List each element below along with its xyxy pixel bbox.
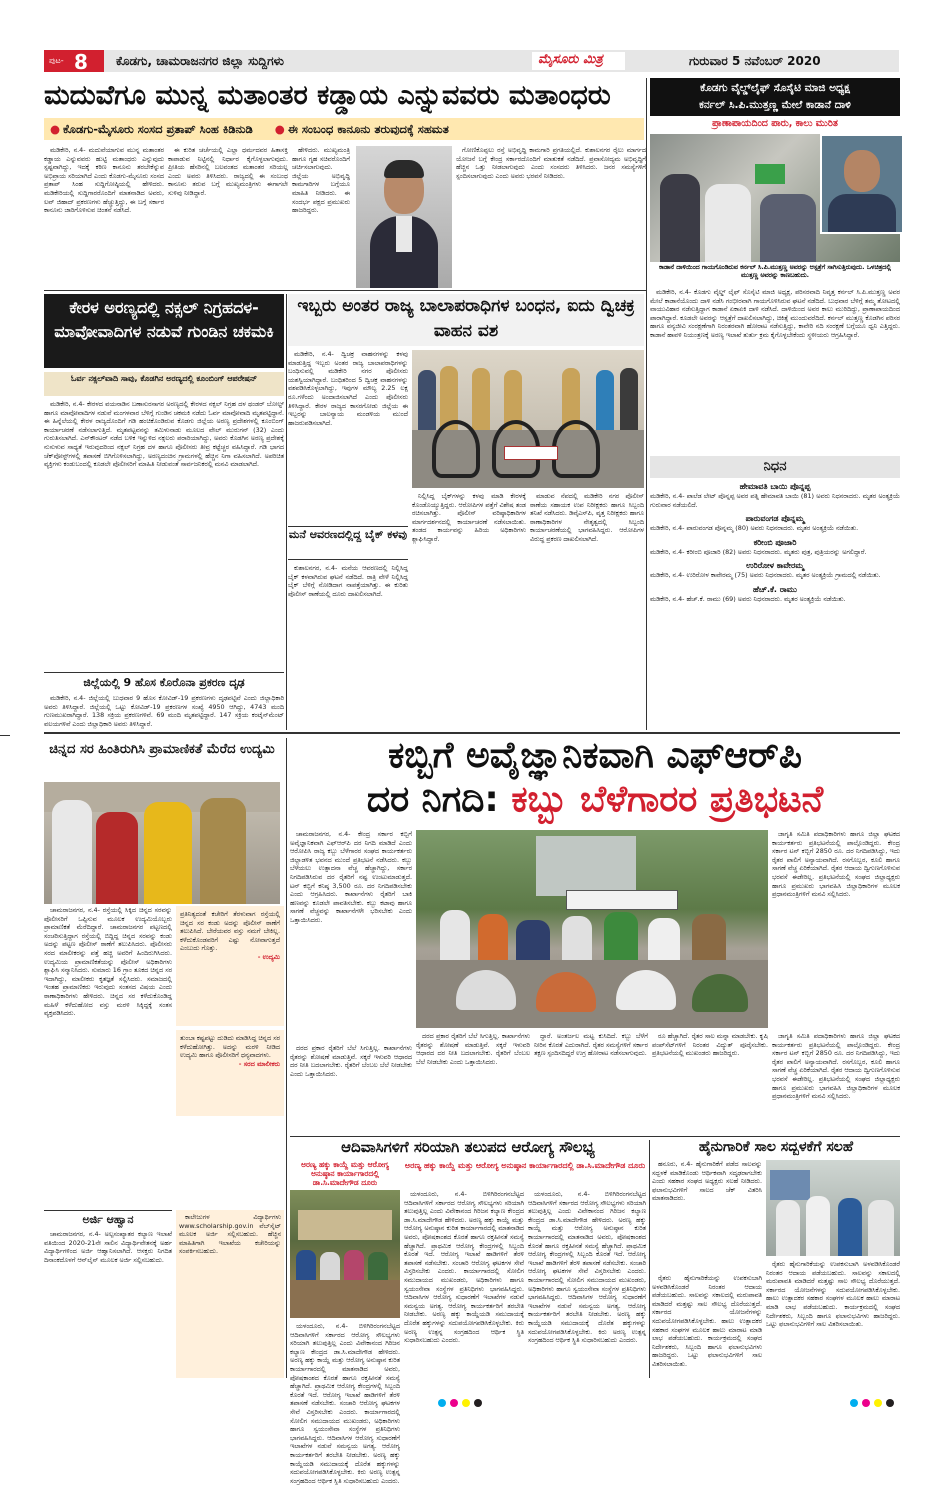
black-mark [886, 1399, 894, 1407]
page-number: 8 [74, 50, 88, 74]
loan-photo [766, 1160, 900, 1256]
divider [0, 735, 10, 736]
print-marks [438, 1392, 508, 1402]
cp-headline-1: ಕೊಡಗು ವೈಲ್ಡ್‌ಲೈಫ್ ಸೊಸೈಟಿ ಮಾಜಿ ಅಧ್ಯಕ್ಷ [700, 82, 850, 94]
application-subhead: ಅರ್ಜಿ ಆಹ್ವಾನ [44, 1210, 172, 1228]
health-body-b: ಯಳಂದೂರು, ನ.4- ಬಿಳಿಗಿರಿರಂಗನಬೆಟ್ಟದ ಆದಿವಾಸಿಗಳಿಗೆ ಸರ್ಕಾರದ ಆರೋಗ್ಯ ಸೌಲಭ್ಯಗಳು ಸರಿಯಾಗಿ ತಲುಪುತ್ತಿಲ್ಲ ಎಂದು ವಿವೇಕಾನಂದ ಗಿರಿಜನ ಕಲ್ಯಾಣ ಕೇಂದ್ರದ ಡಾ.ಸಿ.ಮಾದೇಗೌಡ ಹೇಳಿದರು. ಅರಣ್ಯ ಹಕ್ಕು ಕಾಯ್ದೆ ಮತ್ತು ಆರೋಗ್ಯ ಅನುಷ್ಠಾನ ಕುರಿತ ಕಾರ್ಯಾಗಾರದಲ್ಲಿ ಮಾತನಾಡಿದ ಅವರು, ಪೋಷಕಾಂಶದ ಕೊರತೆ ಹಾಗೂ ರಕ್ತಹೀನತೆ ಸಮಸ್ಯೆ ಹೆಚ್ಚಾಗಿದೆ. ಪ್ರಾಥಮಿಕ ಆರೋಗ್ಯ ಕೇಂದ್ರಗಳಲ್ಲಿ ಸಿಬ್ಬಂದಿ ಕೊರತೆ ಇದೆ. ಆರೋಗ್ಯ ಇಲಾಖೆ ಹಾಡಿಗಳಿಗೆ ತೆರಳಿ ತಪಾಸಣೆ ನಡೆಸಬೇಕು. ಸಂಚಾರಿ ಆರೋಗ್ಯ ಘಟಕಗಳ ಸೇವೆ ವಿಸ್ತರಿಸಬೇಕು ಎಂದರು. ಕಾರ್ಯಾಗಾರದಲ್ಲಿ ಸೋಲಿಗ ಸಮುದಾಯದ ಮುಖಂಡರು, ಅಧಿಕಾರಿಗಳು ಹಾಗೂ ಸ್ವಯಂಸೇವಾ ಸಂಸ್ಥೆಗಳ ಪ್ರತಿನಿಧಿಗಳು ಭಾಗವಹಿಸಿದ್ದರು. ಆದಿವಾಸಿಗಳ ಆರೋಗ್ಯ ಸುಧಾರಣೆಗೆ ಇಲಾಖೆಗಳ ನಡುವೆ ಸಮನ್ವಯ ಅಗತ್ಯ. ಆರೋಗ್ಯ ಕಾರ್ಯಕರ್ತರಿಗೆ ತರಬೇತಿ ನೀಡಬೇಕು. ಅರಣ್ಯ ಹಕ್ಕು ಕಾಯ್ದೆಯಡಿ ಸಮುದಾಯಕ್ಕೆ ದೊರೆತ ಹಕ್ಕುಗಳನ್ನು ಸದುಪಯೋಗಪಡಿಸಿಕೊಳ್ಳಬೇಕು. ಕಿರು ಅರಣ್ಯ ಉತ್ಪನ್ನ ಸಂಗ್ರಹದಿಂದ ಆರ್ಥಿಕ ಸ್ಥಿತಿ ಸುಧಾರಿಸಬಹುದು ಎಂದರು. [528, 1190, 646, 1345]
story1-col-b: ಈ ಕುರಿತ ಚರ್ಚೆಯಲ್ಲಿ ಎಲ್ಲಾ ಧರ್ಮದವರ ಹಿತಾಸಕ್ತಿ ಕಾಪಾಡುವ ನಿಟ್ಟಿನಲ್ಲಿ ನಿರ್ಧಾರ ಕೈಗೊಳ್ಳಲಾಗುವುದು. ಪ್ರೀತಿಯ ಹೆಸರಿನಲ್ಲಿ ಬಲವಂತದ ಮತಾಂತರ ಸರಿಯಲ್ಲ ಎಂದು ಅವರು ತಿಳಿಸಿದರು. ರಾಜ್ಯದಲ್ಲಿ ಈ ಸಂಬಂಧ ಕಾನೂನು ತರುವ ಬಗ್ಗೆ ಮುಖ್ಯಮಂತ್ರಿಗಳು ಈಗಾಗಲೇ ಸುಳಿವು ನೀಡಿದ್ದಾರೆ. [168, 146, 288, 197]
obituary-list [650, 482, 900, 728]
yellow-mark [874, 1399, 882, 1407]
obituary-item: ಪಾರುವಂಗಡ ಪೊನ್ನಮ್ಮ ಮಡಿಕೇರಿ, ನ.4- ಪಾರುವಂಗಡ ಪೊನ್ನಮ್ಮ (80) ಅವರು ನಿಧನರಾದರು. ಮೃತರ ಅಂತ್ಯಕ್ರಿಯೆ ನಡೆಯಿತು. [650, 514, 859, 533]
cp-headline-2: ಕರ್ನಲ್ ಸಿ.ಪಿ.ಮುತ್ತಣ್ಣ ಮೇಲೆ ಕಾಡಾನೆ ದಾಳಿ [699, 99, 851, 111]
story1-col-d: ಗೋಣಿಕೊಪ್ಪಲು ರಸ್ತೆ ಅಭಿವೃದ್ಧಿ ಕಾಮಗಾರಿ ಪ್ರಗತಿಯಲ್ಲಿದೆ. ಕುಶಾಲನಗರ ರೈಲು ಮಾರ್ಗದ ಯೋಜನೆ ಬಗ್ಗೆ ಕೇಂದ್ರ ಸರ್ಕಾರದೊಂದಿಗೆ ಮಾತುಕತೆ ನಡೆದಿದೆ. ಪ್ರವಾಸೋದ್ಯಮ ಅಭಿವೃದ್ಧಿಗೆ ಹೆಚ್ಚಿನ ಒತ್ತು ನೀಡಲಾಗುವುದು ಎಂದು ಸಂಸದರು ತಿಳಿಸಿದರು. ಜನರ ಸಮಸ್ಯೆಗಳಿಗೆ ಸ್ಪಂದಿಸಲಾಗುವುದು ಎಂದು ಅವರು ಭರವಸೆ ನೀಡಿದರು. [456, 146, 646, 180]
minors-body-b: ನಿಲ್ಲಿಸಿದ್ದ ಬೈಕ್‌ಗಳನ್ನು ಕಳವು ಮಾಡಿ ಕೇರಳಕ್ಕೆ ಕೊಂಡೊಯ್ಯುತ್ತಿದ್ದರು. ಆರೋಪಿಗಳ ಪತ್ತೆಗೆ ವಿಶೇಷ ತಂಡ ರಚಿಸಲಾಗಿತ್ತು. ಪೊಲೀಸ್ ವರಿಷ್ಠಾಧಿಕಾರಿಗಳ ಮಾರ್ಗದರ್ಶನದಲ್ಲಿ ಕಾರ್ಯಾಚರಣೆ ನಡೆಸಲಾಯಿತು. ತಂಡದ ಕಾರ್ಯವನ್ನು ಹಿರಿಯ ಅಧಿಕಾರಿಗಳು ಶ್ಲಾಘಿಸಿದ್ದಾರೆ. [412, 492, 526, 543]
health-body-c: ಯಳಂದೂರು, ನ.4- ಬಿಳಿಗಿರಿರಂಗನಬೆಟ್ಟದ ಆದಿವಾಸಿಗಳಿಗೆ ಸರ್ಕಾರದ ಆರೋಗ್ಯ ಸೌಲಭ್ಯಗಳು ಸರಿಯಾಗಿ ತಲುಪುತ್ತಿಲ್ಲ ಎಂದು ವಿವೇಕಾನಂದ ಗಿರಿಜನ ಕಲ್ಯಾಣ ಕೇಂದ್ರದ ಡಾ.ಸಿ.ಮಾದೇಗೌಡ ಹೇಳಿದರು. ಅರಣ್ಯ ಹಕ್ಕು ಕಾಯ್ದೆ ಮತ್ತು ಆರೋಗ್ಯ ಅನುಷ್ಠಾನ ಕುರಿತ ಕಾರ್ಯಾಗಾರದಲ್ಲಿ ಮಾತನಾಡಿದ ಅವರು, ಪೋಷಕಾಂಶದ ಕೊರತೆ ಹಾಗೂ ರಕ್ತಹೀನತೆ ಸಮಸ್ಯೆ ಹೆಚ್ಚಾಗಿದೆ. ಪ್ರಾಥಮಿಕ ಆರೋಗ್ಯ ಕೇಂದ್ರಗಳಲ್ಲಿ ಸಿಬ್ಬಂದಿ ಕೊರತೆ ಇದೆ. ಆರೋಗ್ಯ ಇಲಾಖೆ ಹಾಡಿಗಳಿಗೆ ತೆರಳಿ ತಪಾಸಣೆ ನಡೆಸಬೇಕು. ಸಂಚಾರಿ ಆರೋಗ್ಯ ಘಟಕಗಳ ಸೇವೆ ವಿಸ್ತರಿಸಬೇಕು ಎಂದರು. ಕಾರ್ಯಾಗಾರದಲ್ಲಿ ಸೋಲಿಗ ಸಮುದಾಯದ ಮುಖಂಡರು, ಅಧಿಕಾರಿಗಳು ಹಾಗೂ ಸ್ವಯಂಸೇವಾ ಸಂಸ್ಥೆಗಳ ಪ್ರತಿನಿಧಿಗಳು ಭಾಗವಹಿಸಿದ್ದರು. ಆದಿವಾಸಿಗಳ ಆರೋಗ್ಯ ಸುಧಾರಣೆಗೆ ಇಲಾಖೆಗಳ ನಡುವೆ ಸಮನ್ವಯ ಅಗತ್ಯ. ಆರೋಗ್ಯ ಕಾರ್ಯಕರ್ತರಿಗೆ ತರಬೇತಿ ನೀಡಬೇಕು. ಅರಣ್ಯ ಹಕ್ಕು ಕಾಯ್ದೆಯಡಿ ಸಮುದಾಯಕ್ಕೆ ದೊರೆತ ಹಕ್ಕುಗಳನ್ನು ಸದುಪಯೋಗಪಡಿಸಿಕೊಳ್ಳಬೇಕು. ಕಿರು ಅರಣ್ಯ ಉತ್ಪನ್ನ ಸಂಗ್ರಹದಿಂದ ಆರ್ಥಿಕ ಸ್ಥಿತಿ ಸುಧಾರಿಸಬಹುದು ಎಂದರು. [290, 1322, 400, 1485]
page-number-box [44, 50, 104, 72]
cp-photo [650, 134, 900, 262]
kerala-body: ಮಡಿಕೇರಿ, ನ.4- ಕೇರಳದ ವಯನಾಡಿನ ಬಣಾಸುರಸಾಗರ ಅರಣ್ಯದಲ್ಲಿ ಕೇರಳದ ನಕ್ಸಲ್ ನಿಗ್ರಹ ದಳ ಥಂಡರ್ ಬೋಲ್ಟ್ ಹಾಗೂ ಮಾವೋವಾದಿಗಳ ನಡುವೆ ಮಂಗಳವಾರ ಬೆಳಿಗ್ಗೆ ಗುಂಡಿನ ಚಕಮಕಿ ನಡೆದು ಓರ್ವ ಮಾವೋವಾದಿ ಮೃತಪಟ್ಟಿದ್ದಾನೆ. ಈ ಹಿನ್ನೆಲೆಯಲ್ಲಿ ಕೇರಳ ರಾಜ್ಯದೊಂದಿಗೆ ಗಡಿ ಹಂಚಿಕೊಂಡಿರುವ ಕೊಡಗು ಜಿಲ್ಲೆಯ ಅರಣ್ಯ ಪ್ರದೇಶಗಳಲ್ಲಿ ಕೂಂಬಿಂಗ್ ಕಾರ್ಯಾಚರಣೆ ನಡೆಸಲಾಗುತ್ತಿದೆ. ಮೃತಪಟ್ಟವನನ್ನು ತಮಿಳುನಾಡು ಮೂಲದ ವೇಲ್ ಮುರುಗನ್ (32) ಎಂದು ಗುರುತಿಸಲಾಗಿದೆ. ಎನ್‌ಕೌಂಟರ್ ನಡೆದ ಬಳಿಕ ಇನ್ನುಳಿದ ನಕ್ಸಲರು ಪರಾರಿಯಾಗಿದ್ದು, ಅವರು ಕೊಡಗಿನ ಅರಣ್ಯ ಪ್ರದೇಶಕ್ಕೆ ನುಸುಳುವ ಸಾಧ್ಯತೆ ಇರುವುದರಿಂದ ನಕ್ಸಲ್ ನಿಗ್ರಹ ದಳ ಹಾಗೂ ಪೊಲೀಸರು ತೀವ್ರ ಕಟ್ಟೆಚ್ಚರ ವಹಿಸಿದ್ದಾರೆ. ಗಡಿ ಭಾಗದ ಚೆಕ್‌ಪೋಸ್ಟ್‌ಗಳಲ್ಲಿ ತಪಾಸಣೆ ಬಿಗಿಗೊಳಿಸಲಾಗಿದ್ದು, ಅರಣ್ಯದಂಚಿನ ಗ್ರಾಮಗಳಲ್ಲಿ ಹೆಚ್ಚಿನ ನಿಗಾ ವಹಿಸಲಾಗಿದೆ. ಅಪರಿಚಿತ ವ್ಯಕ್ತಿಗಳು ಕಂಡುಬಂದಲ್ಲಿ ಕೂಡಲೇ ಪೊಲೀಸರಿಗೆ ಮಾಹಿತಿ ನೀಡುವಂತೆ ಸಾರ್ವಜನಿಕರಲ್ಲಿ ಮನವಿ ಮಾಡಲಾಗಿದೆ. [44, 400, 284, 469]
frp-headline-2: ದರ ನಿಗದಿ: ಕಬ್ಬು ಬೆಳೆಗಾರರ ಪ್ರತಿಭಟನೆ [366, 779, 824, 820]
divider [290, 1136, 900, 1137]
application-body-2: ಕಾಲೇಜುಗಳ ವಿದ್ಯಾರ್ಥಿಗಳು www.scholarship.gov.in ವೆಬ್‌ಸೈಟ್ ಮೂಲಕ ಅರ್ಜಿ ಸಲ್ಲಿಸಬಹುದು. ಹೆಚ್ಚಿನ ಮಾಹಿತಿಗಾಗಿ ಇಲಾಖೆಯ ಕಚೇರಿಯನ್ನು ಸಂಪರ್ಕಿಸಬಹುದು. [176, 1210, 284, 1378]
frp-body-f: ಜಾಗೃತಿ ಸಮಿತಿ ಪದಾಧಿಕಾರಿಗಳು ಹಾಗೂ ಜಿಲ್ಲಾ ಘಟಕದ ಕಾರ್ಯಕರ್ತರು ಪ್ರತಿಭಟನೆಯಲ್ಲಿ ಪಾಲ್ಗೊಂಡಿದ್ದರು. ಕೇಂದ್ರ ಸರ್ಕಾರ ಟನ್ ಕಬ್ಬಿಗೆ 2850 ರೂ. ದರ ನಿಗದಿಪಡಿಸಿದ್ದು, ಇದು ರೈತರ ಪಾಲಿಗೆ ಅನ್ಯಾಯವಾಗಿದೆ. ರಸಗೊಬ್ಬರ, ಕೂಲಿ ಹಾಗೂ ಸಾಗಣೆ ವೆಚ್ಚ ಏರಿಕೆಯಾಗಿದೆ. ರೈತರ ಆದಾಯ ದ್ವಿಗುಣಗೊಳಿಸುವ ಭರವಸೆ ಈಡೇರಿಲ್ಲ. ಪ್ರತಿಭಟನೆಯಲ್ಲಿ ಸಂಘದ ಜಿಲ್ಲಾಧ್ಯಕ್ಷರು ಹಾಗೂ ಪ್ರಮುಖರು ಭಾಗವಹಿಸಿ ಜಿಲ್ಲಾಧಿಕಾರಿಗಳ ಮೂಲಕ ಪ್ರಧಾನಮಂತ್ರಿಗಳಿಗೆ ಮನವಿ ಸಲ್ಲಿಸಿದರು. [772, 1032, 900, 1101]
loan-body-c: ರೈತರು ಹೈನುಗಾರಿಕೆಯನ್ನು ಉಪಕಸುಬಾಗಿ ಅಳವಡಿಸಿಕೊಂಡರೆ ನಿರಂತರ ಆದಾಯ ಪಡೆಯಬಹುದು. ಸಾಲವನ್ನು ಸಕಾಲದಲ್ಲಿ ಮರುಪಾವತಿ ಮಾಡಿದರೆ ಮತ್ತಷ್ಟು ಸಾಲ ಸೌಲಭ್ಯ ದೊರೆಯುತ್ತದೆ. ಸರ್ಕಾರದ ಯೋಜನೆಗಳನ್ನು ಸದುಪಯೋಗಪಡಿಸಿಕೊಳ್ಳಬೇಕು. ಹಾಲು ಉತ್ಪಾದಕರ ಸಹಕಾರ ಸಂಘಗಳ ಮೂಲಕ ಹಾಲು ಮಾರಾಟ ಮಾಡಿ ಲಾಭ ಪಡೆಯಬಹುದು. ಕಾರ್ಯಕ್ರಮದಲ್ಲಿ ಸಂಘದ ನಿರ್ದೇಶಕರು, ಸಿಬ್ಬಂದಿ ಹಾಗೂ ಫಲಾನುಭವಿಗಳು ಹಾಜರಿದ್ದರು. ಒಟ್ಟು ಫಲಾನುಭವಿಗಳಿಗೆ ಸಾಲ ವಿತರಿಸಲಾಯಿತು. [652, 1274, 762, 1368]
minors-body-c: ಮಾಡುವ ನೆಪದಲ್ಲಿ ಮಡಿಕೇರಿ ನಗರ ಪೊಲೀಸ್ ಠಾಣೆಯ ಸಹಾಯಕ ಉಪ ನಿರೀಕ್ಷಕರು ಹಾಗೂ ಸಿಬ್ಬಂದಿ ತನಿಖೆ ನಡೆಸಿದರು. ಡಿವೈಎಸ್‌ಪಿ, ವೃತ್ತ ನಿರೀಕ್ಷಕರು ಹಾಗೂ ಠಾಣಾಧಿಕಾರಿಗಳ ನೇತೃತ್ವದಲ್ಲಿ ಸಿಬ್ಬಂದಿ ಕಾರ್ಯಾಚರಣೆಯಲ್ಲಿ ಭಾಗವಹಿಸಿದ್ದರು. ಆರೋಪಿಗಳ ವಿರುದ್ಧ ಪ್ರಕರಣ ದಾಖಲಿಸಲಾಗಿದೆ. [530, 492, 644, 543]
obituary-item: ಹೇಮಾವತಿ ಬಾಯಿ ಪೊನ್ನಪ್ಪ ಮಡಿಕೇರಿ, ನ.4- ಪಾಲೆಡ ಲೇಟ್ ಪೊನ್ನಪ್ಪ ಅವರ ಪತ್ನಿ ಹೇಮಾವತಿ ಬಾಯಿ (81) ಅವರು ನಿಧನರಾದರು. ಮೃತರ ಅಂತ್ಯಕ್ರಿಯೆ ಗುರುವಾರ ನಡೆಯಲಿದೆ. [650, 482, 900, 509]
cyan-mark [438, 1399, 446, 1407]
divider [44, 290, 646, 291]
obituary-item: ಉರಿರೋಳ ಕಾವೇರಮ್ಮ ಮಡಿಕೇರಿ, ನ.4- ಉರಿರೋಳ ಕಾವೇರಮ್ಮ (75) ಅವರು ನಿಧನರಾದರು. ಮೃತರ ಅಂತ್ಯಕ್ರಿಯೆ ಗ್ರಾಮದಲ್ಲಿ ನಡೆಯಿತು. [650, 561, 881, 580]
frp-body-a: ಚಾಮರಾಜನಗರ, ನ.4- ಕೇಂದ್ರ ಸರ್ಕಾರ ಕಬ್ಬಿಗೆ ಅವೈಜ್ಞಾನಿಕವಾಗಿ ಎಫ್‌ಆರ್‌ಪಿ ದರ ನಿಗದಿ ಮಾಡಿದೆ ಎಂದು ಆರೋಪಿಸಿ ರಾಜ್ಯ ಕಬ್ಬು ಬೆಳೆಗಾರರ ಸಂಘದ ಕಾರ್ಯಕರ್ತರು ಜಿಲ್ಲಾಡಳಿತ ಭವನದ ಮುಂದೆ ಪ್ರತಿಭಟನೆ ನಡೆಸಿದರು. ಕಬ್ಬು ಬೆಳೆಯಲು ಉತ್ಪಾದನಾ ವೆಚ್ಚ ಹೆಚ್ಚಾಗಿದ್ದು, ಸರ್ಕಾರ ನಿಗದಿಪಡಿಸಿರುವ ದರ ರೈತರಿಗೆ ನಷ್ಟ ಉಂಟುಮಾಡುತ್ತದೆ. ಟನ್ ಕಬ್ಬಿಗೆ ಕನಿಷ್ಠ 3,500 ರೂ. ದರ ನಿಗದಿಪಡಿಸಬೇಕು ಎಂದು ಆಗ್ರಹಿಸಿದರು. ಕಾರ್ಖಾನೆಗಳು ರೈತರಿಗೆ ಬಾಕಿ ಹಣವನ್ನು ಕೂಡಲೇ ಪಾವತಿಸಬೇಕು. ಕಬ್ಬು ಕಟಾವು ಹಾಗೂ ಸಾಗಣೆ ವೆಚ್ಚವನ್ನು ಕಾರ್ಖಾನೆಗಳೇ ಭರಿಸಬೇಕು ಎಂದು ಒತ್ತಾಯಿಸಿದರು. [290, 830, 412, 924]
mp-photo [356, 146, 452, 288]
story1-col-c: ಹೇಳಿದರು. ಮುಖ್ಯಮಂತ್ರಿ ಹಾಗೂ ಗೃಹ ಸಚಿವರೊಂದಿಗೆ ಚರ್ಚಿಸಲಾಗುವುದು. ಜಿಲ್ಲೆಯ ಅಭಿವೃದ್ಧಿ ಕಾಮಗಾರಿಗಳ ಬಗ್ಗೆಯೂ ಮಾಹಿತಿ ನೀಡಿದರು. ಈ ಸಂದರ್ಭ ಪಕ್ಷದ ಪ್ರಮುಖರು ಹಾಜರಿದ್ದರು. [292, 146, 350, 215]
chain-quote-1: ಪ್ರತಿನಿತ್ಯದಂತೆ ಕಚೇರಿಗೆ ತೆರಳುವಾಗ ರಸ್ತೆಯಲ್ಲಿ ಚಿನ್ನದ ಸರ ಕಂಡು ಅದನ್ನು ಪೊಲೀಸ್ ಠಾಣೆಗೆ ತಲುಪಿಸಿದೆ. ಬೇರೆಯವರ ವಸ್ತು ನಮಗೆ ಬೇಕಿಲ್ಲ. ಕಳೆದುಕೊಂಡವರಿಗೆ ಎಷ್ಟು ನೋವಾಗುತ್ತದೆ ಎಂಬುದು ಗೊತ್ತು. - ಉದ್ಯಮಿ [176, 906, 284, 1026]
health-body-a: ಯಳಂದೂರು, ನ.4- ಬಿಳಿಗಿರಿರಂಗನಬೆಟ್ಟದ ಆದಿವಾಸಿಗಳಿಗೆ ಸರ್ಕಾರದ ಆರೋಗ್ಯ ಸೌಲಭ್ಯಗಳು ಸರಿಯಾಗಿ ತಲುಪುತ್ತಿಲ್ಲ ಎಂದು ವಿವೇಕಾನಂದ ಗಿರಿಜನ ಕಲ್ಯಾಣ ಕೇಂದ್ರದ ಡಾ.ಸಿ.ಮಾದೇಗೌಡ ಹೇಳಿದರು. ಅರಣ್ಯ ಹಕ್ಕು ಕಾಯ್ದೆ ಮತ್ತು ಆರೋಗ್ಯ ಅನುಷ್ಠಾನ ಕುರಿತ ಕಾರ್ಯಾಗಾರದಲ್ಲಿ ಮಾತನಾಡಿದ ಅವರು, ಪೋಷಕಾಂಶದ ಕೊರತೆ ಹಾಗೂ ರಕ್ತಹೀನತೆ ಸಮಸ್ಯೆ ಹೆಚ್ಚಾಗಿದೆ. ಪ್ರಾಥಮಿಕ ಆರೋಗ್ಯ ಕೇಂದ್ರಗಳಲ್ಲಿ ಸಿಬ್ಬಂದಿ ಕೊರತೆ ಇದೆ. ಆರೋಗ್ಯ ಇಲಾಖೆ ಹಾಡಿಗಳಿಗೆ ತೆರಳಿ ತಪಾಸಣೆ ನಡೆಸಬೇಕು. ಸಂಚಾರಿ ಆರೋಗ್ಯ ಘಟಕಗಳ ಸೇವೆ ವಿಸ್ತರಿಸಬೇಕು ಎಂದರು. ಕಾರ್ಯಾಗಾರದಲ್ಲಿ ಸೋಲಿಗ ಸಮುದಾಯದ ಮುಖಂಡರು, ಅಧಿಕಾರಿಗಳು ಹಾಗೂ ಸ್ವಯಂಸೇವಾ ಸಂಸ್ಥೆಗಳ ಪ್ರತಿನಿಧಿಗಳು ಭಾಗವಹಿಸಿದ್ದರು. ಆದಿವಾಸಿಗಳ ಆರೋಗ್ಯ ಸುಧಾರಣೆಗೆ ಇಲಾಖೆಗಳ ನಡುವೆ ಸಮನ್ವಯ ಅಗತ್ಯ. ಆರೋಗ್ಯ ಕಾರ್ಯಕರ್ತರಿಗೆ ತರಬೇತಿ ನೀಡಬೇಕು. ಅರಣ್ಯ ಹಕ್ಕು ಕಾಯ್ದೆಯಡಿ ಸಮುದಾಯಕ್ಕೆ ದೊರೆತ ಹಕ್ಕುಗಳನ್ನು ಸದುಪಯೋಗಪಡಿಸಿಕೊಳ್ಳಬೇಕು. ಕಿರು ಅರಣ್ಯ ಉತ್ಪನ್ನ ಸಂಗ್ರಹದಿಂದ ಆರ್ಥಿಕ ಸ್ಥಿತಿ ಸುಧಾರಿಸಬಹುದು ಎಂದರು. [404, 1190, 524, 1345]
obituary-title: ನಿಧನ [650, 456, 900, 478]
health-subhead-wide: ಅರಣ್ಯ ಹಕ್ಕು ಕಾಯ್ದೆ ಮತ್ತು ಆರೋಗ್ಯ ಅನುಷ್ಠಾನ ಕಾರ್ಯಾಗಾರದಲ್ಲಿ ಡಾ.ಸಿ.ಮಾದೇಗೌಡ ದೂರು [404, 1161, 646, 1170]
obituary-item: ಹೆಚ್.ಕೆ. ರಾಮು ಮಡಿಕೇರಿ, ನ.4- ಹೆಚ್.ಕೆ. ರಾಮು (69) ಅವರು ನಿಧನರಾದರು. ಮೃತರ ಅಂತ್ಯಕ್ರಿಯೆ ನಡೆಯಿತು. [650, 584, 846, 603]
issue-date: ಗುರುವಾರ 5 ನವೆಂಬರ್ 2020 [689, 54, 821, 68]
cp-subhead: ಪ್ರಾಣಾಪಾಯದಿಂದ ಪಾರು, ಕಾಲು ಮುರಿತ [712, 118, 838, 129]
health-photo [290, 1190, 400, 1318]
frp-headline-1: ಕಬ್ಬಿಗೆ ಅವೈಜ್ಞಾನಿಕವಾಗಿ ಎಫ್‌ಆರ್‌ಪಿ [388, 735, 802, 776]
minors-photo [412, 350, 644, 488]
minors-body-a: ಮಡಿಕೇರಿ, ನ.4- ದ್ವಿಚಕ್ರ ವಾಹನಗಳನ್ನು ಕಳವು ಮಾಡುತ್ತಿದ್ದ ಇಬ್ಬರು ಅಂತರ ರಾಜ್ಯ ಬಾಲಾಪರಾಧಿಗಳನ್ನು ಬಂಧಿಸುವಲ್ಲಿ ಮಡಿಕೇರಿ ನಗರ ಪೊಲೀಸರು ಯಶಸ್ವಿಯಾಗಿದ್ದಾರೆ. ಬಂಧಿತರಿಂದ 5 ದ್ವಿಚಕ್ರ ವಾಹನಗಳನ್ನು ವಶಪಡಿಸಿಕೊಳ್ಳಲಾಗಿದ್ದು, ಇವುಗಳ ಮೌಲ್ಯ 2.25 ಲಕ್ಷ ರೂ.ಗಳೆಂದು ಅಂದಾಜಿಸಲಾಗಿದೆ ಎಂದು ಪೊಲೀಸರು ತಿಳಿಸಿದ್ದಾರೆ. ಕೇರಳ ರಾಜ್ಯದ ಕಾಸರಗೋಡು ಜಿಲ್ಲೆಯ ಈ ಇಬ್ಬರನ್ನು ಬಾಲನ್ಯಾಯ ಮಂಡಳಿಯ ಮುಂದೆ ಹಾಜರುಪಡಿಸಲಾಗಿದೆ. [288, 350, 408, 427]
print-marks-right [850, 1392, 910, 1402]
divider [286, 294, 287, 730]
cp-body: ಮಡಿಕೇರಿ, ನ.4- ಕೊಡಗು ವೈಲ್ಡ್ ಲೈಫ್ ಸೊಸೈಟಿ ಮಾಜಿ ಅಧ್ಯಕ್ಷ, ಪರಿಸರವಾದಿ ನಿವೃತ್ತ ಕರ್ನಲ್ ಸಿ.ಪಿ.ಮುತ್ತಣ್ಣ ಅವರ ಮೇಲೆ ಕಾಡಾನೆಯೊಂದು ದಾಳಿ ನಡೆಸಿ ಗಂಭೀರವಾಗಿ ಗಾಯಗೊಳಿಸಿರುವ ಘಟನೆ ನಡೆದಿದೆ. ಬುಧವಾರ ಬೆಳಿಗ್ಗೆ ತಮ್ಮ ತೋಟದಲ್ಲಿ ವಾಯುವಿಹಾರ ನಡೆಸುತ್ತಿದ್ದಾಗ ಕಾಡಾನೆ ಏಕಾಏಕಿ ದಾಳಿ ನಡೆಸಿದೆ. ದಾಳಿಯಿಂದ ಅವರ ಕಾಲು ಮುರಿದಿದ್ದು, ಪ್ರಾಣಾಪಾಯದಿಂದ ಪಾರಾಗಿದ್ದಾರೆ. ಕೂಡಲೇ ಅವರನ್ನು ಆಸ್ಪತ್ರೆಗೆ ದಾಖಲಿಸಲಾಗಿದ್ದು, ಚಿಕಿತ್ಸೆ ಮುಂದುವರೆದಿದೆ. ಕರ್ನಲ್ ಮುತ್ತಣ್ಣ ಕೊಡಗಿನ ಪರಿಸರ ಹಾಗೂ ವನ್ಯಜೀವಿ ಸಂರಕ್ಷಣೆಗಾಗಿ ನಿರಂತರವಾಗಿ ಹೋರಾಟ ನಡೆಸುತ್ತಿದ್ದು, ಕಾವೇರಿ ನದಿ ಸಂರಕ್ಷಣೆ ಬಗ್ಗೆಯೂ ಧ್ವನಿ ಎತ್ತಿದ್ದರು. ಕಾಡಾನೆ ಹಾವಳಿ ನಿಯಂತ್ರಣಕ್ಕೆ ಅರಣ್ಯ ಇಲಾಖೆ ತುರ್ತು ಕ್ರಮ ಕೈಗೊಳ್ಳಬೇಕೆಂದು ಸ್ಥಳೀಯರು ಆಗ್ರಹಿಸಿದ್ದಾರೆ. [650, 288, 900, 339]
page-header [44, 50, 899, 72]
story1-col-a: ಮಡಿಕೇರಿ, ನ.4- ಮದುವೆಯಾಗುವ ಮುನ್ನ ಮತಾಂತರ ಕಡ್ಡಾಯ ಎನ್ನುವವರು ಹುಟ್ಟಿ ಮತಾಂಧರು ಎನ್ನುವುದು ಸ್ಪಷ್ಟವಾಗಿದ್ದು, ಇದಕ್ಕೆ ಕಠಿಣ ಕಾನೂನು ತರಬೇಕೆನ್ನುವ ಅಭಿಪ್ರಾಯ ಸರಿಯಾಗಿದೆ ಎಂದು ಕೊಡಗು-ಮೈಸೂರು ಸಂಸದ ಪ್ರತಾಪ್ ಸಿಂಹ ಸುದ್ದಿಗೋಷ್ಠಿಯಲ್ಲಿ ಹೇಳಿದರು. ಮಡಿಕೇರಿಯಲ್ಲಿ ಸುದ್ದಿಗಾರರೊಂದಿಗೆ ಮಾತನಾಡಿದ ಅವರು, ಲವ್ ಜಿಹಾದ್ ಪ್ರಕರಣಗಳು ಹೆಚ್ಚುತ್ತಿದ್ದು, ಈ ಬಗ್ಗೆ ಸರ್ಕಾರ ಕಾನೂನು ಜಾರಿಗೊಳಿಸುವ ಚಿಂತನೆ ನಡೆಸಿದೆ. [44, 146, 164, 215]
covid-body: ಮಡಿಕೇರಿ, ನ.4- ಜಿಲ್ಲೆಯಲ್ಲಿ ಬುಧವಾರ 9 ಹೊಸ ಕೋವಿಡ್-19 ಪ್ರಕರಣಗಳು ದೃಢಪಟ್ಟಿವೆ ಎಂದು ಜಿಲ್ಲಾಧಿಕಾರಿ ಅವರು ತಿಳಿಸಿದ್ದಾರೆ. ಜಿಲ್ಲೆಯಲ್ಲಿ ಒಟ್ಟು ಕೋವಿಡ್-19 ಪ್ರಕರಣಗಳ ಸಂಖ್ಯೆ 4950 ಆಗಿದ್ದು, 4743 ಮಂದಿ ಗುಣಮುಖರಾಗಿದ್ದಾರೆ. 138 ಸಕ್ರಿಯ ಪ್ರಕರಣಗಳಿವೆ. 69 ಮಂದಿ ಮೃತಪಟ್ಟಿದ್ದಾರೆ. 147 ಸಕ್ರಿಯ ಕಂಟೈನ್‌ಮೆಂಟ್ ವಲಯಗಳಿವೆ ಎಂದು ಜಿಲ್ಲಾಧಿಕಾರಿ ಅವರು ತಿಳಿಸಿದ್ದಾರೆ. [44, 694, 284, 728]
cp-caption: ಕಾಡಾನೆ ದಾಳಿಯಿಂದ ಗಾಯಗೊಂಡಿರುವ ಕರ್ನಲ್ ಸಿ.ಪಿ.ಮುತ್ತಣ್ಣ ಅವರನ್ನು ಆಸ್ಪತ್ರೆಗೆ ಸಾಗಿಸುತ್ತಿರುವುದು. ಒಳಚಿತ್ರದಲ್ಲಿ ಮುತ್ತಣ್ಣ ಅವರನ್ನು ಕಾಣಬಹುದು. [658, 264, 892, 279]
cp-headline-box [650, 78, 900, 116]
frp-body-d: ದ್ಧಾರೆ. ಅಂತರ್ಜಲ ಮಟ್ಟ ಕುಸಿದಿದೆ. ಕಬ್ಬು ಬೆಳೆಗೆ ನೀರಿನ ಕೊರತೆ ಎದುರಾಗಿದೆ. ರೈತರ ಸಮಸ್ಯೆಗಳಿಗೆ ಸರ್ಕಾರ ತಕ್ಷಣ ಸ್ಪಂದಿಸದಿದ್ದರೆ ಉಗ್ರ ಹೋರಾಟ ನಡೆಸಲಾಗುವುದು. [534, 1032, 648, 1058]
loan-headline: ಹೈನುಗಾರಿಕೆ ಸಾಲ ಸದ್ಬಳಕೆಗೆ ಸಲಹೆ [698, 1139, 854, 1155]
kerala-headline: ಕೇರಳ ಅರಣ್ಯದಲ್ಲಿ ನಕ್ಸಲ್ ನಿಗ್ರಹದಳ-ಮಾವೋವಾದಿಗಳ ನಡುವೆ ಗುಂಡಿನ ಚಕಮಕಿ [44, 294, 284, 368]
black-mark [474, 1399, 482, 1407]
health-headline: ಆದಿವಾಸಿಗಳಿಗೆ ಸರಿಯಾಗಿ ತಲುಪದ ಆರೋಗ್ಯ ಸೌಲಭ್ಯ [341, 1138, 595, 1156]
frp-body-b: ಜಾಗೃತಿ ಸಮಿತಿ ಪದಾಧಿಕಾರಿಗಳು ಹಾಗೂ ಜಿಲ್ಲಾ ಘಟಕದ ಕಾರ್ಯಕರ್ತರು ಪ್ರತಿಭಟನೆಯಲ್ಲಿ ಪಾಲ್ಗೊಂಡಿದ್ದರು. ಕೇಂದ್ರ ಸರ್ಕಾರ ಟನ್ ಕಬ್ಬಿಗೆ 2850 ರೂ. ದರ ನಿಗದಿಪಡಿಸಿದ್ದು, ಇದು ರೈತರ ಪಾಲಿಗೆ ಅನ್ಯಾಯವಾಗಿದೆ. ರಸಗೊಬ್ಬರ, ಕೂಲಿ ಹಾಗೂ ಸಾಗಣೆ ವೆಚ್ಚ ಏರಿಕೆಯಾಗಿದೆ. ರೈತರ ಆದಾಯ ದ್ವಿಗುಣಗೊಳಿಸುವ ಭರವಸೆ ಈಡೇರಿಲ್ಲ. ಪ್ರತಿಭಟನೆಯಲ್ಲಿ ಸಂಘದ ಜಿಲ್ಲಾಧ್ಯಕ್ಷರು ಹಾಗೂ ಪ್ರಮುಖರು ಭಾಗವಹಿಸಿ ಜಿಲ್ಲಾಧಿಕಾರಿಗಳ ಮೂಲಕ ಪ್ರಧಾನಮಂತ್ರಿಗಳಿಗೆ ಮನವಿ ಸಲ್ಲಿಸಿದರು. [772, 830, 900, 899]
frp-body-g: ದರದ ಪ್ರಕಾರ ರೈತರಿಗೆ ಬೆಲೆ ಸಿಗುತ್ತಿಲ್ಲ. ಕಾರ್ಖಾನೆಗಳು ರೈತರನ್ನು ಶೋಷಣೆ ಮಾಡುತ್ತಿವೆ. ಸಕ್ಕರೆ ಇಳುವರಿ ಆಧಾರದ ದರ ನೀತಿ ಬದಲಾಗಬೇಕು. ರೈತರಿಗೆ ಬೆಂಬಲ ಬೆಲೆ ನೀಡಬೇಕು ಎಂದು ಒತ್ತಾಯಿಸಿದರು. [290, 1044, 412, 1078]
loan-body-b: ರೈತರು ಹೈನುಗಾರಿಕೆಯನ್ನು ಉಪಕಸುಬಾಗಿ ಅಳವಡಿಸಿಕೊಂಡರೆ ನಿರಂತರ ಆದಾಯ ಪಡೆಯಬಹುದು. ಸಾಲವನ್ನು ಸಕಾಲದಲ್ಲಿ ಮರುಪಾವತಿ ಮಾಡಿದರೆ ಮತ್ತಷ್ಟು ಸಾಲ ಸೌಲಭ್ಯ ದೊರೆಯುತ್ತದೆ. ಸರ್ಕಾರದ ಯೋಜನೆಗಳನ್ನು ಸದುಪಯೋಗಪಡಿಸಿಕೊಳ್ಳಬೇಕು. ಹಾಲು ಉತ್ಪಾದಕರ ಸಹಕಾರ ಸಂಘಗಳ ಮೂಲಕ ಹಾಲು ಮಾರಾಟ ಮಾಡಿ ಲಾಭ ಪಡೆಯಬಹುದು. ಕಾರ್ಯಕ್ರಮದಲ್ಲಿ ಸಂಘದ ನಿರ್ದೇಶಕರು, ಸಿಬ್ಬಂದಿ ಹಾಗೂ ಫಲಾನುಭವಿಗಳು ಹಾಜರಿದ್ದರು. ಒಟ್ಟು ಫಲಾನುಭವಿಗಳಿಗೆ ಸಾಲ ವಿತರಿಸಲಾಯಿತು. [766, 1260, 900, 1329]
story1-sub2: ● ಈ ಸಂಬಂಧ ಕಾನೂನು ತರುವುದಕ್ಕೆ ಸಹಮತ [275, 122, 449, 136]
divider [286, 738, 287, 1378]
health-subhead: ಅರಣ್ಯ ಹಕ್ಕು ಕಾಯ್ದೆ ಮತ್ತು ಆರೋಗ್ಯ ಅನುಷ್ಠಾನ ಕಾರ್ಯಾಗಾರದಲ್ಲಿ ಡಾ.ಸಿ.ಮಾದೇಗೌಡ ದೂರು [301, 1160, 389, 1187]
story1-sub1: ● ಕೊಡಗು-ಮೈಸೂರು ಸಂಸದ ಪ್ರತಾಪ್ ಸಿಂಹ ಕಿಡಿನುಡಿ [50, 122, 253, 136]
kerala-subhead: ಓರ್ವ ನಕ್ಸಲ್‌ವಾದಿ ಸಾವು, ಕೊಡಗಿನ ಅರಣ್ಯದಲ್ಲಿ ಕೂಂಬಿಂಗ್ ಆಪರೇಷನ್ [44, 372, 284, 396]
frp-body-e: ರೂ ಹೆಚ್ಚಾಗಿದೆ. ರೈತರ ಸಾಲ ಮನ್ನಾ ಮಾಡಬೇಕು. ಕೃಷಿ ಪಂಪ್‌ಸೆಟ್‌ಗಳಿಗೆ ನಿರಂತರ ವಿದ್ಯುತ್ ಪೂರೈಸಬೇಕು. ಪ್ರತಿಭಟನೆಯಲ್ಲಿ ಮುಖಂಡರು ಹಾಜರಿದ್ದರು. [652, 1032, 768, 1058]
divider [649, 1140, 650, 1378]
story1-headline: ಮದುವೆಗೂ ಮುನ್ನ ಮತಾಂತರ ಕಡ್ಡಾಯ ಎನ್ನುವವರು ಮತಾಂಧರು [44, 80, 611, 111]
chain-quote-2: ತುಂಬಾ ಕಷ್ಟಪಟ್ಟು ದುಡಿದು ಮಾಡಿಸಿದ್ದ ಚಿನ್ನದ ಸರ ಕಳೆದುಹೋಗಿತ್ತು. ಅದನ್ನು ಮರಳಿ ನೀಡಿದ ಉದ್ಯಮಿ ಹಾಗೂ ಪೊಲೀಸರಿಗೆ ಧನ್ಯವಾದಗಳು. - ಸರದ ಮಾಲೀಕರು [176, 1030, 284, 1116]
yellow-mark [462, 1399, 470, 1407]
minors-subhead2: ಮನೆ ಆವರಣದಲ್ಲಿದ್ದ ಬೈಕ್ ಕಳವು [288, 526, 408, 560]
covid-headline: ಜಿಲ್ಲೆಯಲ್ಲಿ 9 ಹೊಸ ಕೊರೊನಾ ಪ್ರಕರಣ ದೃಢ [44, 672, 284, 692]
magenta-mark [862, 1399, 870, 1407]
loan-body-a: ಹನೂರು, ನ.4- ಹೈನುಗಾರಿಕೆಗೆ ಪಡೆದ ಸಾಲವನ್ನು ಸದ್ಬಳಕೆ ಮಾಡಿಕೊಂಡು ಆರ್ಥಿಕವಾಗಿ ಸದೃಢರಾಗಬೇಕು ಎಂದು ಸಹಕಾರ ಸಂಘದ ಅಧ್ಯಕ್ಷರು ಸಲಹೆ ನೀಡಿದರು. ಫಲಾನುಭವಿಗಳಿಗೆ ಸಾಲದ ಚೆಕ್ ವಿತರಿಸಿ ಮಾತನಾಡಿದರು. [652, 1160, 762, 1203]
minors-headline: ಇಬ್ಬರು ಅಂತರ ರಾಜ್ಯ ಬಾಲಾಪರಾಧಿಗಳ ಬಂಧನ, ಐದು ದ್ವಿಚಕ್ರ ವಾಹನ ವಶ [288, 294, 644, 346]
cyan-mark [850, 1399, 858, 1407]
minors-body-d: ಕುಶಾಲನಗರ, ನ.4- ಮನೆಯ ಆವರಣದಲ್ಲಿ ನಿಲ್ಲಿಸಿದ್ದ ಬೈಕ್ ಕಳವಾಗಿರುವ ಘಟನೆ ನಡೆದಿದೆ. ರಾತ್ರಿ ವೇಳೆ ನಿಲ್ಲಿಸಿದ್ದ ಬೈಕ್ ಬೆಳಿಗ್ಗೆ ನೋಡಿದಾಗ ನಾಪತ್ತೆಯಾಗಿತ್ತು. ಈ ಕುರಿತು ಪೊಲೀಸ್ ಠಾಣೆಯಲ್ಲಿ ದೂರು ದಾಖಲಿಸಲಾಗಿದೆ. [288, 564, 408, 598]
masthead: ಮೈಸೂರು ಮಿತ್ರ [532, 52, 625, 70]
story1-subheads [44, 118, 644, 140]
chain-headline: ಚಿನ್ನದ ಸರ ಹಿಂತಿರುಗಿಸಿ ಪ್ರಾಮಾಣಿಕತೆ ಮೆರೆದ ಉದ್ಯಮಿ [49, 742, 275, 757]
chain-photo [44, 782, 280, 904]
frp-body-c: ದರದ ಪ್ರಕಾರ ರೈತರಿಗೆ ಬೆಲೆ ಸಿಗುತ್ತಿಲ್ಲ. ಕಾರ್ಖಾನೆಗಳು ರೈತರನ್ನು ಶೋಷಣೆ ಮಾಡುತ್ತಿವೆ. ಸಕ್ಕರೆ ಇಳುವರಿ ಆಧಾರದ ದರ ನೀತಿ ಬದಲಾಗಬೇಕು. ರೈತರಿಗೆ ಬೆಂಬಲ ಬೆಲೆ ನೀಡಬೇಕು ಎಂದು ಒತ್ತಾಯಿಸಿದರು. [416, 1032, 530, 1066]
page-label: ಪುಟ- [49, 56, 64, 65]
application-body: ಚಾಮರಾಜನಗರ, ನ.4- ಅಲ್ಪಸಂಖ್ಯಾತರ ಕಲ್ಯಾಣ ಇಲಾಖೆ ವತಿಯಿಂದ 2020-21ನೇ ಸಾಲಿನ ವಿದ್ಯಾರ್ಥಿವೇತನಕ್ಕೆ ಅರ್ಹ ವಿದ್ಯಾರ್ಥಿಗಳಿಂದ ಅರ್ಜಿ ಆಹ್ವಾನಿಸಲಾಗಿದೆ. ಆಸಕ್ತರು ನಿಗದಿತ ದಿನಾಂಕದೊಳಗೆ ಆನ್‌ಲೈನ್ ಮೂಲಕ ಅರ್ಜಿ ಸಲ್ಲಿಸಬಹುದು. [44, 1230, 172, 1264]
divider [646, 78, 647, 730]
divider [44, 732, 900, 734]
obituary-item: ಕರೀಂಬಿ ಪೂಜಾರಿ ಮಡಿಕೇರಿ, ನ.4- ಕರೀಂಬಿ ಪೂಜಾರಿ (82) ಅವರು ನಿಧನರಾದರು. ಮೃತರು ಪುತ್ರ, ಪುತ್ರಿಯರನ್ನು ಅಗಲಿದ್ದಾರೆ. [650, 537, 867, 556]
chain-body: ಚಾಮರಾಜನಗರ, ನ.4- ರಸ್ತೆಯಲ್ಲಿ ಸಿಕ್ಕಿದ ಚಿನ್ನದ ಸರವನ್ನು ಪೊಲೀಸರಿಗೆ ಒಪ್ಪಿಸುವ ಮೂಲಕ ಉದ್ಯಮಿಯೊಬ್ಬರು ಪ್ರಾಮಾಣಿಕತೆ ಮೆರೆದಿದ್ದಾರೆ. ಚಾಮರಾಜನಗರ ಪಟ್ಟಣದಲ್ಲಿ ಸಂಚರಿಸುತ್ತಿದ್ದಾಗ ರಸ್ತೆಯಲ್ಲಿ ಬಿದ್ದಿದ್ದ ಚಿನ್ನದ ಸರವನ್ನು ಕಂಡು ಅದನ್ನು ಪಟ್ಟಣ ಪೊಲೀಸ್ ಠಾಣೆಗೆ ತಲುಪಿಸಿದರು. ಪೊಲೀಸರು ಸರದ ಮಾಲೀಕರನ್ನು ಪತ್ತೆ ಹಚ್ಚಿ ಅವರಿಗೆ ಹಿಂದಿರುಗಿಸಿದರು. ಉದ್ಯಮಿಯ ಪ್ರಾಮಾಣಿಕತೆಯನ್ನು ಪೊಲೀಸ್ ಅಧಿಕಾರಿಗಳು ಶ್ಲಾಘಿಸಿ ಸನ್ಮಾನಿಸಿದರು. ಸುಮಾರು 16 ಗ್ರಾಂ ತೂಕದ ಚಿನ್ನದ ಸರ ಇದಾಗಿದ್ದು, ಮಾಲೀಕರು ಕೃತಜ್ಞತೆ ಸಲ್ಲಿಸಿದರು. ಸಮಾಜದಲ್ಲಿ ಇಂತಹ ಪ್ರಾಮಾಣಿಕರು ಇರುವುದು ಸಂತಸದ ವಿಷಯ ಎಂದು ಠಾಣಾಧಿಕಾರಿಗಳು ಹೇಳಿದರು. ಚಿನ್ನದ ಸರ ಕಳೆದುಕೊಂಡಿದ್ದ ಮಹಿಳೆ ಕಳೆದುಹೋದ ವಸ್ತು ಮರಳಿ ಸಿಕ್ಕಿದ್ದಕ್ಕೆ ಸಂತಸ ವ್ಯಕ್ತಪಡಿಸಿದರು. [44, 906, 172, 1018]
frp-protest-photo [416, 830, 768, 1028]
frp-headline-highlight: ಕಬ್ಬು ಬೆಳೆಗಾರರ ಪ್ರತಿಭಟನೆ [511, 779, 824, 820]
section-title: ಕೊಡಗು, ಚಾಮರಾಜನಗರ ಜಿಲ್ಲಾ ಸುದ್ದಿಗಳು [116, 54, 284, 68]
magenta-mark [450, 1399, 458, 1407]
